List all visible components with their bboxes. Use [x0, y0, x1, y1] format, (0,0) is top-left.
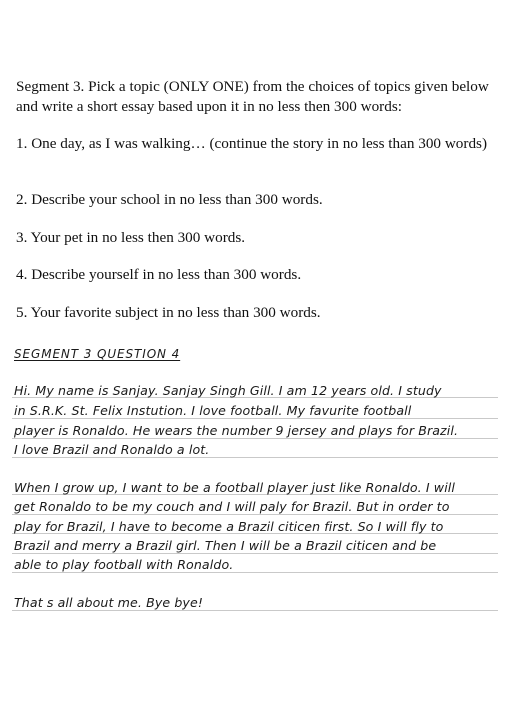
topic-item: 4. Describe yourself in no less than 300 words.	[16, 266, 302, 283]
answer-line: When I grow up, I want to be a football player just like Ronaldo. I will	[14, 480, 456, 495]
ruled-line	[12, 610, 498, 611]
topic-item: 5. Your favorite subject in no less than 300 words.	[16, 304, 321, 321]
answer-line: Brazil and merry a Brazil girl. Then I will be a Brazil citicen and be	[14, 538, 437, 553]
topic-item: 2. Describe your school in no less than 300 words.	[16, 191, 323, 208]
ruled-line	[12, 418, 498, 419]
answer-line: I love Brazil and Ronaldo a lot.	[14, 442, 210, 457]
ruled-line	[12, 553, 498, 554]
prompt-intro: Segment 3. Pick a topic (ONLY ONE) from the choices of topics given below and write a short essay based upon it in no less then 300 words:	[16, 78, 489, 115]
ruled-line	[12, 438, 498, 439]
answer-line: play for Brazil, I have to become a Brazil citicen first. So I will fly to	[14, 519, 444, 534]
topic-item: 3. Your pet in no less then 300 words.	[16, 229, 246, 246]
ruled-line	[12, 514, 498, 515]
answer-line: in S.R.K. St. Felix Instution. I love football. My favurite football	[14, 403, 412, 418]
ruled-line	[12, 572, 498, 573]
answer-heading: SEGMENT 3 QUESTION 4	[14, 347, 181, 361]
ruled-line	[12, 457, 498, 458]
answer-line: Hi. My name is Sanjay. Sanjay Singh Gill. I am 12 years old. I study	[14, 383, 442, 398]
topic-item: 1. One day, as I was walking… (continue the story in no less than 300 words)	[16, 135, 488, 152]
answer-line: get Ronaldo to be my couch and I will paly for Brazil. But in order to	[14, 499, 450, 514]
answer-line: able to play football with Ronaldo.	[14, 557, 234, 572]
answer-line: That s all about me. Bye bye!	[14, 595, 203, 610]
answer-line: player is Ronaldo. He wears the number 9 jersey and plays for Brazil.	[14, 423, 459, 438]
